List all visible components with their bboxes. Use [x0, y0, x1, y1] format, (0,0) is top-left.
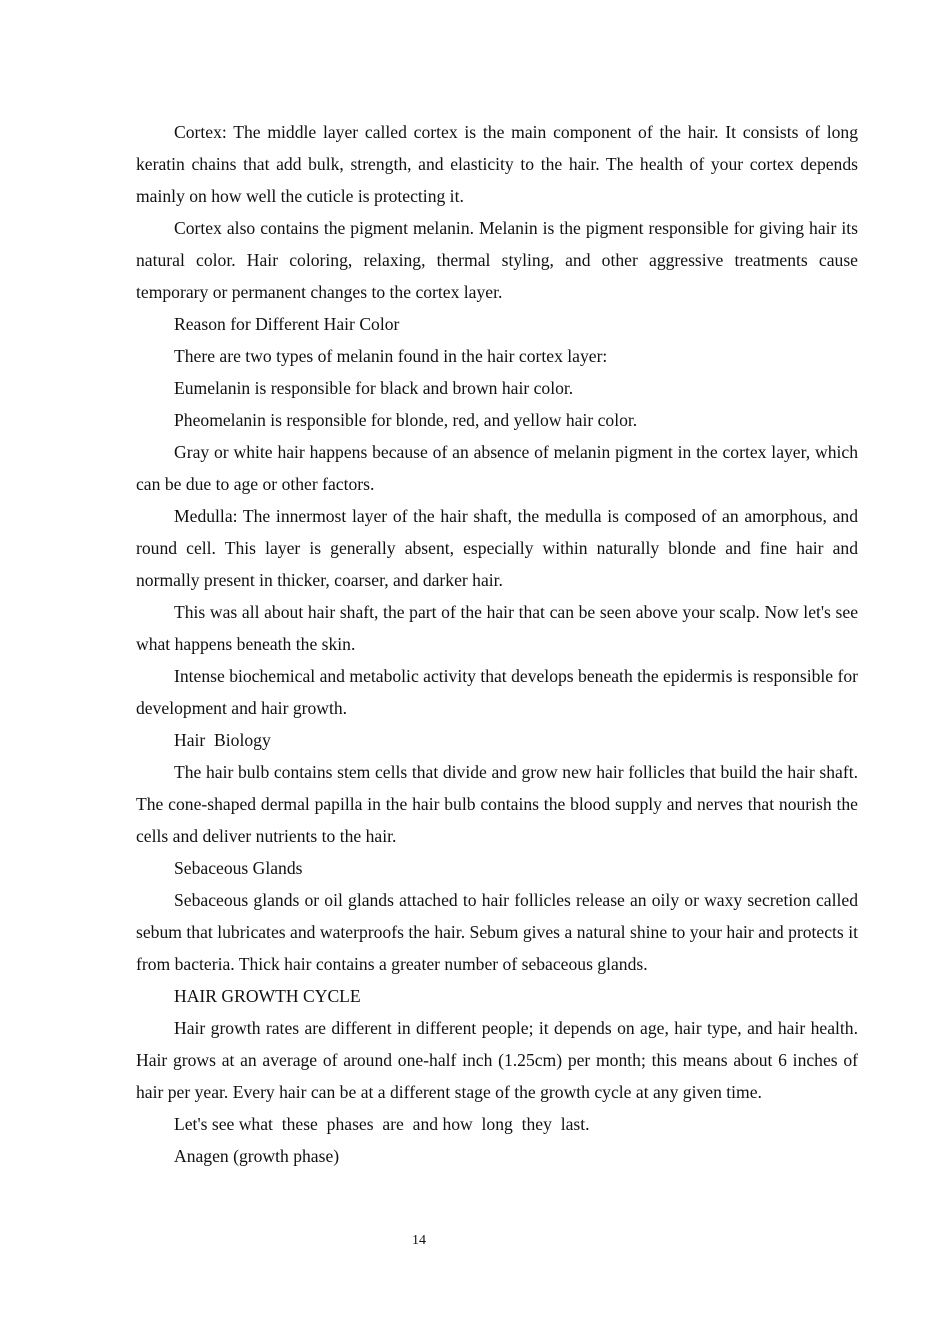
paragraph-gray-hair: Gray or white hair happens because of an absence of melanin pigment in the cortex layer, which can be due to age or other factors. [136, 442, 858, 494]
paragraph-cortex: Cortex: The middle layer called cortex is the main component of the hair. It consists of long keratin chains that add bulk, strength, and elasticity to the hair. The health of your cortex depends mainly on how well the cuticle is protecting it. [136, 122, 858, 206]
body-text [136, 116, 858, 1172]
heading-hair-growth-cycle: HAIR GROWTH CYCLE [174, 986, 361, 1006]
paragraph-growth-rates: Hair growth rates are different in different people; it depends on age, hair type, and hair health. Hair grows at an average of around one-half inch (1.25cm) per month; this means about 6 inches of hair per year. Every hair can be at a different stage of the growth cycle at any given time. [136, 1018, 858, 1102]
paragraph-hair-shaft: This was all about hair shaft, the part of the hair that can be seen above your scalp. Now let's see what happens beneath the skin. [136, 602, 858, 654]
heading-sebaceous-glands: Sebaceous Glands [174, 858, 303, 878]
paragraph-phases: Let's see what these phases are and how long they last. [174, 1114, 590, 1134]
paragraph-eumelanin: Eumelanin is responsible for black and brown hair color. [174, 378, 574, 398]
paragraph-sebaceous: Sebaceous glands or oil glands attached to hair follicles release an oily or waxy secretion called sebum that lubricates and waterproofs the hair. Sebum gives a natural shine to your hair and protects it from bacteria. Thick hair contains a greater number of sebaceous glands. [136, 890, 858, 974]
paragraph-biochemical: Intense biochemical and metabolic activity that develops beneath the epidermis is responsible for development and hair growth. [136, 666, 858, 718]
heading-anagen: Anagen (growth phase) [174, 1146, 340, 1166]
paragraph-melanin-types: There are two types of melanin found in the hair cortex layer: [174, 346, 608, 366]
heading-hair-biology: Hair Biology [174, 730, 271, 750]
paragraph-medulla: Medulla: The innermost layer of the hair shaft, the medulla is composed of an amorphous, and round cell. This layer is generally absent, especially within naturally blonde and fine hair and normally present in thicker, coarser, and darker hair. [136, 506, 858, 590]
paragraph-pheomelanin: Pheomelanin is responsible for blonde, red, and yellow hair color. [174, 410, 638, 430]
page-number: 14 [412, 1233, 426, 1248]
heading-hair-color: Reason for Different Hair Color [174, 314, 400, 334]
paragraph-melanin: Cortex also contains the pigment melanin. Melanin is the pigment responsible for giving hair its natural color. Hair coloring, relaxing, thermal styling, and other aggressive treatments cause temporary or permanent changes to the cortex layer. [136, 218, 858, 302]
paragraph-hair-bulb: The hair bulb contains stem cells that divide and grow new hair follicles that build the hair shaft. The cone-shaped dermal papilla in the hair bulb contains the blood supply and nerves that nourish the cells and deliver nutrients to the hair. [136, 762, 858, 846]
